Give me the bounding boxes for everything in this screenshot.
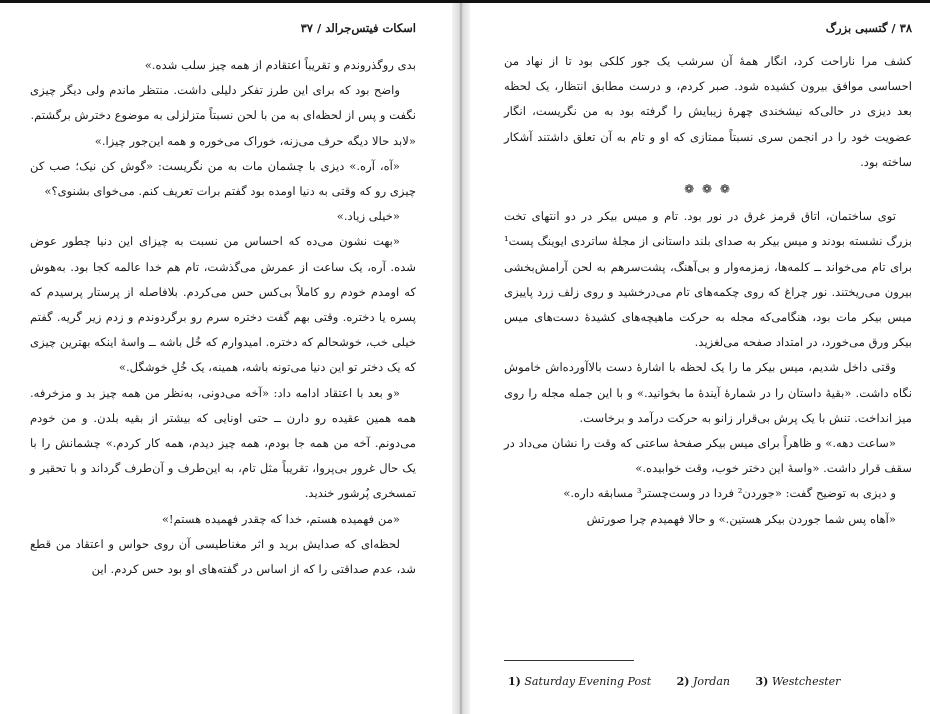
- paragraph: «آه، آره.» دیزی با چشمان مات به من نگریست: «گوش کن نیک؛ صب کن چیزی رو که وقتی به دنیا اومده بود گفتم برات تعریف کنم. می‌خوای بشنوی؟»: [30, 158, 416, 199]
- left-page: [0, 3, 452, 714]
- paragraph: لحظه‌ای که صدایش برید و اثر مغناطیسی آن روی حواس و اعتقاد من قطع شد، عدم صداقتی را که از اساس در گفته‌های او بود حس کردم. این: [30, 536, 416, 577]
- paragraph: «لابد حالا دیگه حرف می‌زنه، خوراک می‌خوره و همه این‌جور چیزا.»: [94, 133, 416, 148]
- footnote: 2) Jordan: [676, 675, 730, 688]
- paragraph: «بهت نشون می‌ده که احساس من نسبت به چیزای این دنیا چطور عوض شده. آره، یک ساعت از عمرش می‌گذشت، تام هم خدا عالمه کجا بود. به‌هوش که اومدم خودم رو کاملاً بی‌کس حس می‌کردم. بلافاصله از پرستار پرسیدم که پسره یا دختره. وقتی بهم گفت دختره سرم رو برگردوندم و زدم زیر گریه. گفتم خیلی خب، خوشحالم که دختره. امیدوارم که خُل باشه ــ واسهٔ اینکه بهترین چیزی که یک دختر تو این دنیا می‌تونه باشه، همینه، یک خُلِ خوشگل.»: [30, 234, 416, 375]
- footnote: 3) Westchester: [755, 675, 841, 688]
- footnotes: [508, 675, 862, 688]
- left-body-text: [30, 53, 416, 582]
- paragraph: واضح بود که برای این طرز تفکر دلیلی داشت. منتظر ماندم ولی دیگر چیزی نگفت و پس از لحظه‌ای به من با لحن نسبتاً متزلزلی به موضوع دخترش برگشتم.: [30, 83, 416, 123]
- paragraph: «من فهمیده هستم، خدا که چقدر فهمیده هستم!»: [161, 511, 400, 526]
- book-gutter: [452, 3, 470, 714]
- paragraph: بدی روگذروندم و تقریباً اعتقادم از همه چیز سلب شده.»: [144, 58, 416, 72]
- footnote: 1) Saturday Evening Post: [508, 675, 652, 688]
- right-page: [470, 3, 930, 714]
- paragraph: «و بعد با اعتقاد ادامه داد: «آخه می‌دونی، به‌نظر من همه چیز بد و مزخرفه. همه همین عقیده رو دارن ــ حتی اونایی که بیشتر از بقیه بلدن. و من خودم می‌دونم. آخه من همه جا بودم، همه چیز دیدم، همه کار کردم.» چشمانش را با یک حال غرور بی‌پروا، تقریباً مثل تام، به این‌طرف و آن‌طرف گرداند و با تحقیر و تمسخری پُرشور خندید.: [30, 385, 416, 501]
- right-body-text: [504, 49, 912, 532]
- paragraph: «آهاه پس شما جوردن بیکر هستین.» و حالا فهمیدم چرا صورتش: [586, 511, 896, 526]
- paragraph: و دیزی به توضیح گفت: «جوردن² فردا در وست‌چستر³ مسابقه داره.»: [563, 486, 896, 501]
- paragraph: «ساعت دهه.» و ظاهراً برای میس بیکر صفحهٔ ساعتی که وقت را نشان می‌داد در سقف قرار داشت. «واسهٔ این دختر خوب، وقت خوابیده.»: [504, 436, 912, 476]
- section-ornament: ❁ ❁ ❁: [684, 182, 732, 197]
- paragraph: کشف مرا ناراحت کرد، انگار همهٔ آن سرشب یک جور کلکی بود تا از نهاد من احساسی موافق بیرون کشیده شود. صبر کردم، و درست مطابق انتظار، یک لحظه بعد دیزی در حالی‌که نیشخندی چهرهٔ زیبایش را گرفته بود به من نگریست، انگار عضویت خود را در انجمن سری نسبتاً ممتازی که او و تام به آن تعلق داشتند آشکار ساخته بود.: [504, 54, 912, 169]
- footnote-rule: [504, 660, 634, 661]
- paragraph: «خیلی زیاد.»: [336, 209, 400, 224]
- right-running-head: ۳۸ / گتسبی بزرگ: [825, 21, 912, 35]
- paragraph: وقتی داخل شدیم، میس بیکر ما را یک لحظه با اشارهٔ دست بالاآورده‌اش خاموش نگاه داشت. «بقیهٔ داستان را در شمارهٔ آیندهٔ ما بخوانید.» و با این جمله مجله را روی میز انداخت. تنش با یک پرش بی‌قرار زانو به حرکت درآمد و برخاست.: [504, 360, 912, 425]
- left-running-head: اسکات فیتس‌جرالد / ۳۷: [300, 21, 416, 35]
- paragraph: توی ساختمان، اتاق قرمز غرق در نور بود. تام و میس بیکر در دو انتهای تخت بزرگ نشسته بودند و میس بیکر به صدای بلند داستانی از مجلهٔ ساتردی ایوینگ پست¹ برای تام می‌خواند ــ کلمه‌ها، زمزمه‌وار و بی‌آهنگ، پشت‌سرهم به لحن آرامش‌بخشی بیرون می‌ریختند. نور چراغ که روی چکمه‌های تام می‌درخشید و روی زلف زرد پاییزی میس بیکر مات بود، هنگامی‌که مجله به حرکت ماهیچه‌های کشیدهٔ دست‌های میس بیکر ورق می‌خورد، در امتداد صفحه می‌لغزید.: [504, 209, 912, 350]
